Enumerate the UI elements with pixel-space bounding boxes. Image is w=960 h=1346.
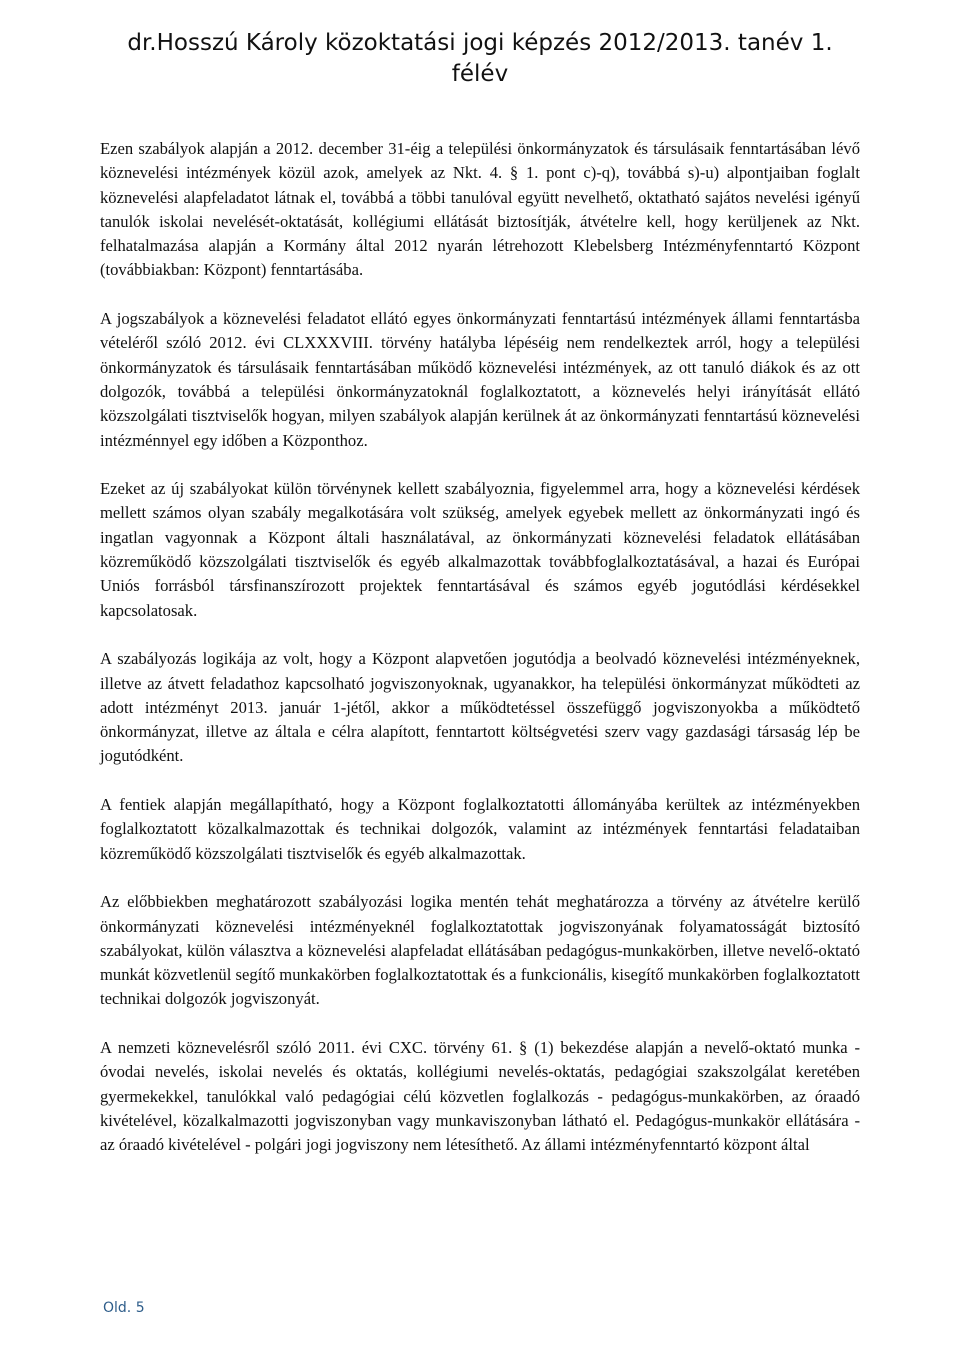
page-number: Old. 5 [103, 1300, 145, 1316]
paragraph-4: A szabályozás logikája az volt, hogy a Központ alapvetően jogutódja a beolvadó köznevelési intézményeknek, illetve az átvett feladathoz kapcsolható jogviszonyoknak, ugyanakkor, ha települési önkormányzat működteti az adott intézményt 2013. január 1-jétől, akkor a működtetéssel összefüggő jogviszonyokba a működtető önkormányzat, illetve az általa e célra alapított, fenntartott költségvetési szerv vagy gazdasági társaság lép be jogutódként. [100, 649, 860, 766]
paragraph-6: Az előbbiekben meghatározott szabályozási logika mentén tehát meghatározza a törvény az átvételre kerülő önkormányzati köznevelési intézményeknél foglalkoztatottak jogviszonyának folyamatosságát biztosító szabályokat, külön választva a köznevelési alapfeladat ellátásában pedagógus-munkakörben, illetve nevelő-oktató munkát közvetlenül segítő munkakörben foglalkoztatottak és a funkcionális, kisegítő munkakörben foglalkoztatott technikai dolgozók jogviszonyát. [100, 892, 860, 1009]
paragraph-2: A jogszabályok a köznevelési feladatot ellátó egyes önkormányzati fenntartású intézmények állami fenntartásba vételéről szóló 2012. évi CLXXXVIII. törvény hatályba lépéséig nem rendelkeztek arról, hogy a települési önkormányzatok és társulásaik fenntartásában működő köznevelési intézmények, az ott tanuló diákok és az ott dolgozók, továbbá a települési önkormányzatoknál foglalkoztatott, a köznevelés helyi irányítását ellátó közszolgálati tisztviselők hogyan, milyen szabályok alapján kerülnek át az önkormányzati fenntartású köznevelési intézménnyel egy időben a Központhoz. [100, 309, 860, 450]
paragraph-5: A fentiek alapján megállapítható, hogy a Központ foglalkoztatotti állományába kerültek az intézményekben foglalkoztatott közalkalmazottak és technikai dolgozók, valamint az intézmények fenntartási feladataiban közreműködő közszolgálati tisztviselők és egyéb alkalmazottak. [100, 795, 860, 863]
paragraph-1: Ezen szabályok alapján a 2012. december 31-éig a települési önkormányzatok és társulásaik fenntartásában lévő köznevelési intézmények közül azok, amelyek az Nkt. 4. § 1. pont c)-q), továbbá s)-u) alpontjaiban foglalt köznevelési alapfeladatot látnak el, továbbá a többi tanulóval együtt nevelhető, oktatható sajátos nevelési igényű tanulók iskolai nevelését-oktatását, kollégiumi ellátását biztosítják, átvételre kell, hogy kerüljenek az Nkt. felhatalmazása alapján a Kormány által 2012 nyarán létrehozott Klebelsberg Intézményfenntartó Központ (továbbiakban: Központ) fenntartásába. [100, 139, 860, 280]
page-header-title: dr.Hosszú Károly közoktatási jogi képzés 2012/2013. tanév 1. félév [127, 30, 833, 87]
paragraph-3: Ezeket az új szabályokat külön törvénynek kellett szabályoznia, figyelemmel arra, hogy a köznevelési kérdések mellett számos olyan szabály megalkotására volt szükség, amelyek egyebek mellett az önkormányzati ingó és ingatlan vagyonnak a Központ általi használatával, az önkormányzati köznevelési feladatok ellátásában közreműködő közszolgálati tisztviselők és egyéb alkalmazottak továbbfoglalkoztatásával, a hazai és Európai Uniós forrásból társfinanszírozott projektek fenntartásával és számos egyéb jogutódlási kérdésekkel kapcsolatosak. [100, 479, 860, 620]
document-body [100, 137, 860, 1157]
paragraph-7: A nemzeti köznevelésről szóló 2011. évi CXC. törvény 61. § (1) bekezdése alapján a nevelő-oktató munka - óvodai nevelés, iskolai nevelés és oktatás, kollégiumi nevelés-oktatás, pedagógiai szakszolgálat keretében gyermekekkel, tanulókkal való pedagógiai célú közvetlen foglalkozás - pedagógus-munkakörben, az óraadó kivételével, közalkalmazotti jogviszonyban vagy munkaviszonyban látható el. Pedagógus-munkakör ellátására - az óraadó kivételével - polgári jogi jogviszony nem létesíthető. Az állami intézményfenntartó központ által [100, 1037, 860, 1155]
